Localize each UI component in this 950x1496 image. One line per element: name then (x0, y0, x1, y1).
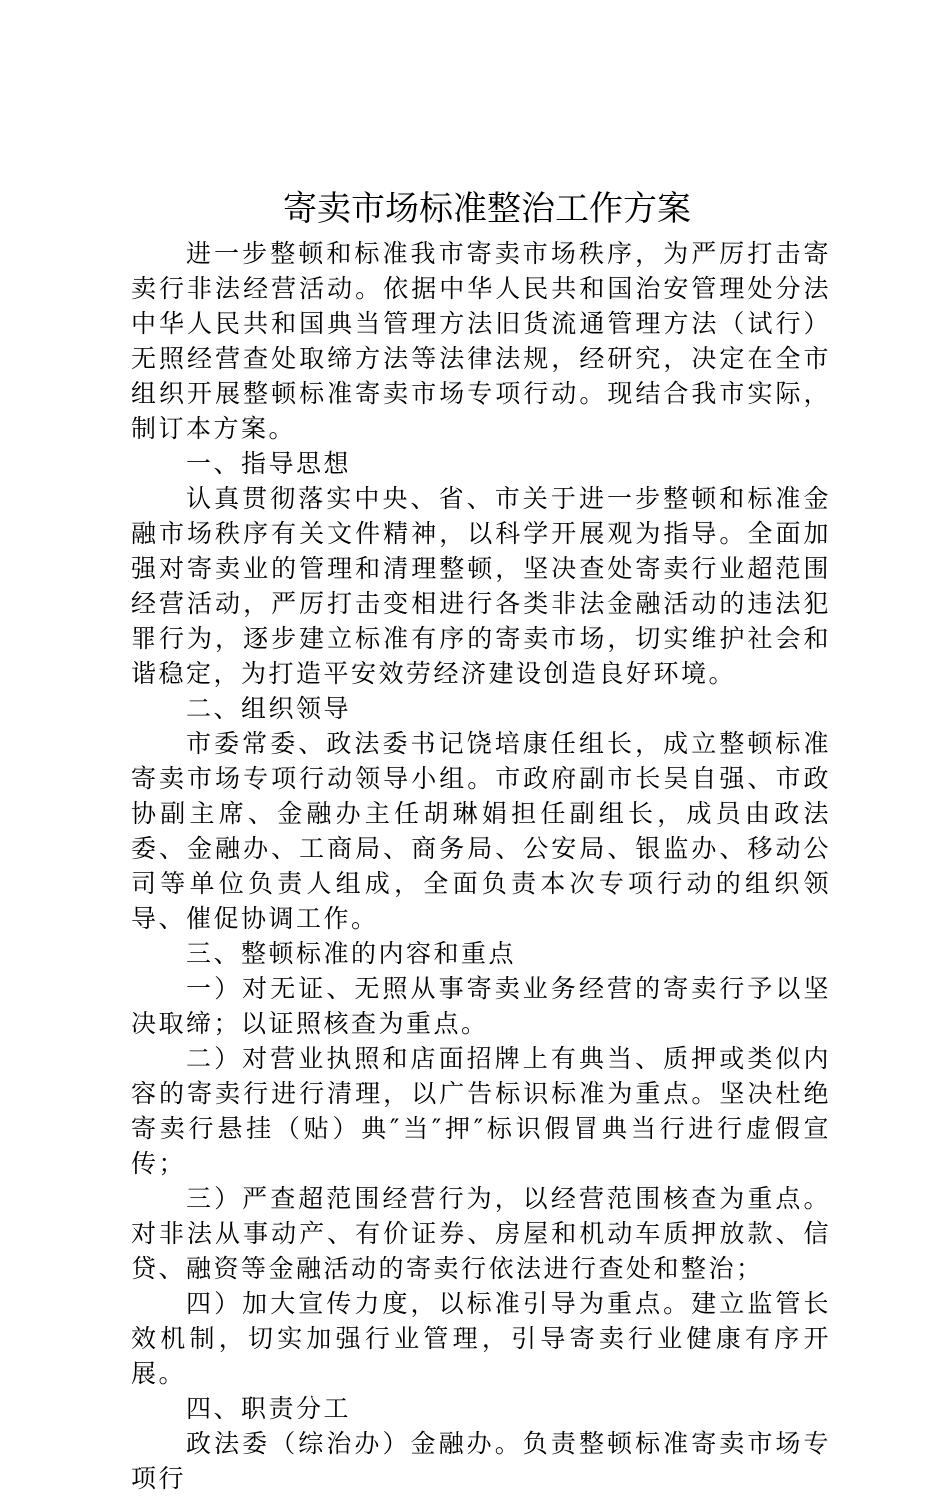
section-heading-responsibilities: 四、职责分工 (186, 1394, 352, 1423)
section-heading-content-focus: 三、整顿标准的内容和重点 (186, 939, 517, 968)
document-page (131, 184, 831, 1496)
responsibilities-paragraph: 政法委（综治办）金融办。负责整顿标准寄卖市场专项行 (131, 1429, 831, 1493)
intro-paragraph: 进一步整顿和标准我市寄卖市场秩序，为严厉打击寄卖行非法经营活动。依据中华人民共和国治安管理处分法中华人民共和国典当管理方法旧货流通管理方法（试行）无照经营查处取缔方法等法律法规，经研究，决定在全市组织开展整顿标准寄卖市场专项行动。现结合我市实际，制订本方案。 (131, 239, 831, 443)
document-title: 寄卖市场标准整治工作方案 (283, 189, 691, 229)
section-heading-guiding-ideology: 一、指导思想 (186, 449, 352, 478)
section-heading-organization: 二、组织领导 (186, 694, 352, 723)
content-item-3: 三）严查超范围经营行为，以经营范围核查为重点。对非法从事动产、有价证券、房屋和机动车质押放款、信贷、融资等金融活动的寄卖行依法进行查处和整治； (131, 1184, 831, 1283)
content-item-4: 四）加大宣传力度，以标准引导为重点。建立监管长效机制，切实加强行业管理，引导寄卖行业健康有序开展。 (131, 1289, 831, 1388)
content-item-2: 二）对营业执照和店面招牌上有典当、质押或类似内容的寄卖行进行清理，以广告标识标准为重点。坚决杜绝寄卖行悬挂（贴）典″当″押″标识假冒典当行进行虚假宣传； (131, 1044, 831, 1178)
organization-paragraph: 市委常委、政法委书记饶培康任组长，成立整顿标准寄卖市场专项行动领导小组。市政府副市长吴自强、市政协副主席、金融办主任胡琳娟担任副组长，成员由政法委、金融办、工商局、商务局、公安局、银监办、移动公司等单位负责人组成，全面负责本次专项行动的组织领导、催促协调工作。 (131, 729, 831, 933)
content-item-1: 一）对无证、无照从事寄卖业务经营的寄卖行予以坚决取缔；以证照核查为重点。 (131, 974, 831, 1038)
guiding-ideology-paragraph: 认真贯彻落实中央、省、市关于进一步整顿和标准金融市场秩序有关文件精神，以科学开展观为指导。全面加强对寄卖业的管理和清理整顿，坚决查处寄卖行业超范围经营活动，严厉打击变相进行各类非法金融活动的违法犯罪行为，逐步建立标准有序的寄卖市场，切实维护社会和谐稳定，为打造平安效劳经济建设创造良好环境。 (131, 484, 831, 688)
